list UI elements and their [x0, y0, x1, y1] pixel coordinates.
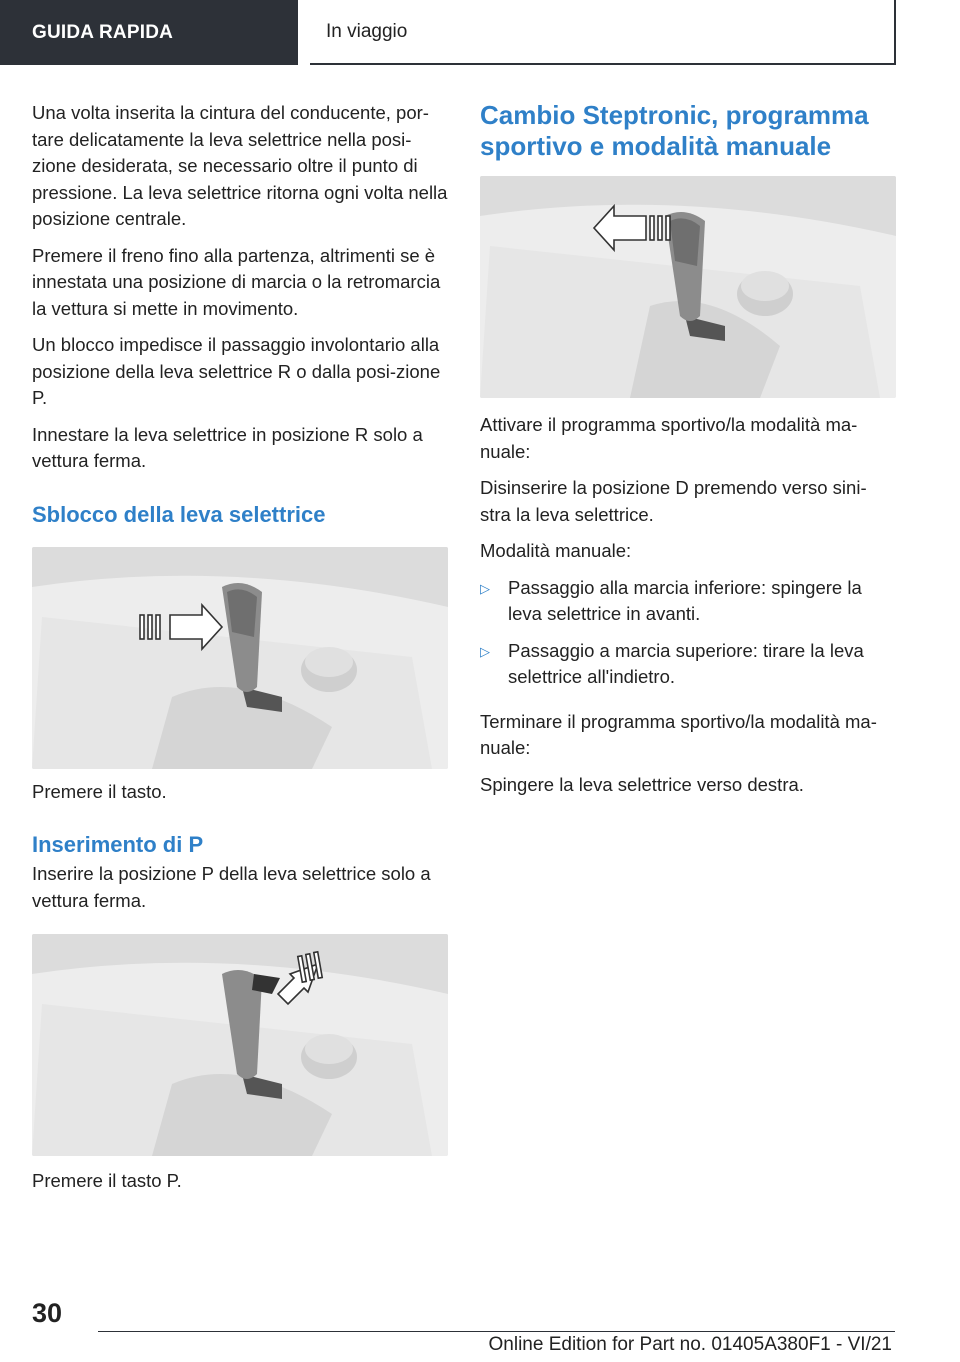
paragraph: Una volta inserita la cintura del conducente, por-tare delicatamente la leva selettrice nella posi-zione desiderata, se necessario oltre il punto di pressione. La leva selettrice ritorna ogni volta nella posizione centrale.: [32, 102, 448, 229]
list-item-text: Passaggio alla marcia inferiore: spingere la leva selettrice in avanti.: [508, 576, 862, 624]
paragraph: Innestare la leva selettrice in posizione R solo a vettura ferma.: [32, 423, 423, 471]
photo-caption: Premere il tasto P.: [32, 1170, 182, 1191]
paragraph: Un blocco impedisce il passaggio involontario alla posizione della leva selettrice R o dalla posi-zione P.: [32, 334, 441, 408]
right-column: [480, 100, 896, 808]
section-header: [310, 0, 896, 65]
photo-caption: Premere il tasto.: [32, 780, 167, 802]
park-heading: Inserimento di P: [32, 832, 204, 857]
paragraph: Inserire la posizione P della leva selettrice solo a vettura ferma.: [32, 863, 431, 911]
gear-selector-park-image: [32, 934, 448, 1156]
paragraph: Terminare il programma sportivo/la modalità ma-nuale:: [480, 710, 877, 758]
list-item-text: Passaggio a marcia superiore: tirare la leva selettrice all'indietro.: [508, 639, 864, 687]
gear-selector-unlock-image: [32, 547, 448, 769]
paragraph: Modalità manuale:: [480, 540, 632, 561]
triangle-right-icon: ▷: [480, 643, 490, 659]
page-number: 30: [32, 1298, 63, 1328]
paragraph: Spingere la leva selettrice verso destra.: [480, 773, 804, 795]
paragraph: Premere il freno fino alla partenza, altrimenti se è innestata una posizione di marcia o la retromarcia la vettura si mette in movimento.: [32, 244, 441, 319]
paragraph: Disinserire la posizione D premendo verso sini-stra la leva selettrice.: [480, 477, 867, 525]
triangle-right-icon: ▷: [480, 580, 490, 596]
left-column: [32, 100, 448, 1205]
list-item: [480, 638, 896, 691]
chapter-label: GUIDA RAPIDA: [32, 21, 174, 43]
section-label: In viaggio: [326, 20, 408, 42]
chapter-tab: [0, 0, 298, 65]
list-item: [480, 575, 896, 628]
gear-selector-sport-image: [480, 176, 896, 398]
edition-note: Online Edition for Part no. 01405A380F1 - VI/21: [488, 1334, 892, 1355]
unlock-heading: Sblocco della leva selettrice: [32, 501, 326, 527]
footer-divider: [98, 1331, 895, 1332]
paragraph: Attivare il programma sportivo/la modalità ma-nuale:: [480, 414, 858, 462]
steptronic-heading: Cambio Steptronic, programma sportivo e modalità manuale: [480, 100, 869, 161]
